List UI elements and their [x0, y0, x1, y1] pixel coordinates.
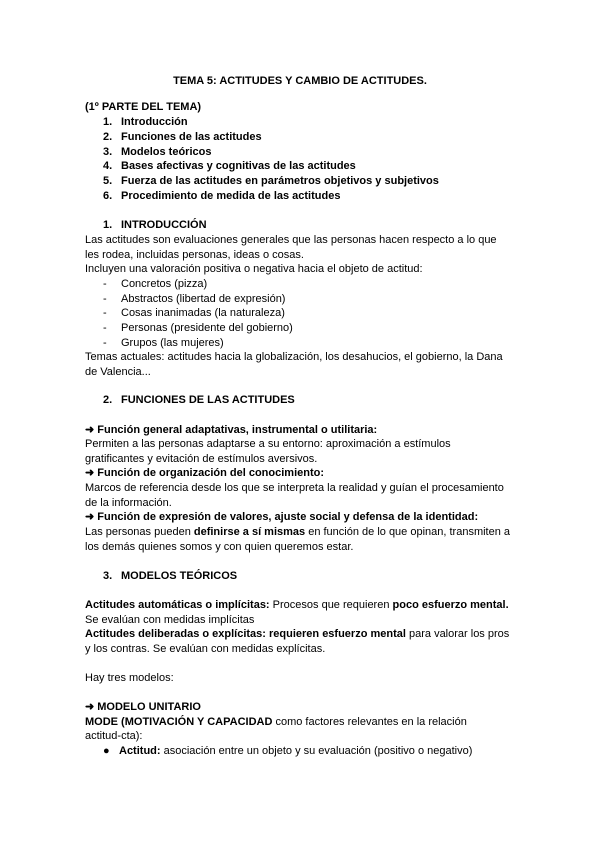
paragraph-line: Marcos de referencia desde los que se interpreta la realidad y guían el procesamiento: [85, 482, 504, 494]
list-item: - Personas (presidente del gobierno): [103, 322, 293, 334]
paragraph-line: Las personas pueden definirse a sí mismas en función de lo que opinan, transmiten a: [85, 526, 511, 538]
toc-item: 6. Procedimiento de medida de las actitudes: [103, 190, 341, 202]
page-title: TEMA 5: ACTITUDES Y CAMBIO DE ACTITUDES.: [173, 75, 427, 87]
paragraph-line: les rodea, incluidas personas, ideas o cosas.: [85, 249, 304, 261]
list-item: - Concretos (pizza): [103, 278, 208, 290]
model-title: ➜ MODELO UNITARIO: [85, 701, 201, 713]
toc-item: 3. Modelos teóricos: [103, 146, 212, 158]
paragraph-line: Incluyen una valoración positiva o negativa hacia el objeto de actitud:: [85, 263, 423, 275]
toc-item: 1. Introducción: [103, 116, 188, 128]
list-item: - Abstractos (libertad de expresión): [103, 293, 286, 305]
function-title: ➜ Función de organización del conocimiento:: [85, 467, 325, 479]
toc-item: 2. Funciones de las actitudes: [103, 131, 262, 143]
paragraph-line: actitud-cta):: [85, 730, 143, 742]
bullet-icon: ●: [103, 745, 110, 757]
paragraph-line: Temas actuales: actitudes hacia la globalización, los desahucios, el gobierno, la Dana: [85, 351, 503, 363]
paragraph-line: Se evalúan con medidas implícitas: [85, 614, 255, 626]
paragraph-line: Hay tres modelos:: [85, 672, 174, 684]
paragraph-line: Permiten a las personas adaptarse a su entorno: aproximación a estímulos: [85, 438, 451, 450]
part-label: (1º PARTE DEL TEMA): [85, 101, 202, 113]
section-heading-modelos: 3. MODELOS TEÓRICOS: [103, 570, 238, 582]
paragraph-line: MODE (MOTIVACIÓN Y CAPACIDAD como factores relevantes en la relación: [85, 716, 467, 728]
bullet-item: ● Actitud: asociación entre un objeto y su evaluación (positivo o negativo): [103, 745, 473, 757]
paragraph-line: Actitudes automáticas o implícitas: Procesos que requieren poco esfuerzo mental.: [85, 599, 509, 611]
list-item: - Grupos (las mujeres): [103, 337, 224, 349]
section-heading-introduccion: 1. INTRODUCCIÓN: [103, 219, 207, 231]
paragraph-line: de Valencia...: [85, 366, 151, 378]
toc-item: 5. Fuerza de las actitudes en parámetros objetivos y subjetivos: [103, 175, 439, 187]
toc-item: 4. Bases afectivas y cognitivas de las actitudes: [103, 160, 356, 172]
paragraph-line: gratificantes y evitación de estímulos aversivos.: [85, 453, 318, 465]
function-title: ➜ Función general adaptativas, instrumental o utilitaria:: [85, 424, 378, 436]
section-heading-funciones: 2. FUNCIONES DE LAS ACTITUDES: [103, 394, 295, 406]
function-title: ➜ Función de expresión de valores, ajuste social y defensa de la identidad:: [85, 511, 479, 523]
list-item: - Cosas inanimadas (la naturaleza): [103, 307, 285, 319]
paragraph-line: los demás quienes somos y con quien queremos estar.: [85, 541, 354, 553]
paragraph-line: Las actitudes son evaluaciones generales que las personas hacen respecto a lo que: [85, 234, 497, 246]
paragraph-line: Actitudes deliberadas o explícitas: requieren esfuerzo mental para valorar los pros: [85, 628, 510, 640]
paragraph-line: de la información.: [85, 497, 172, 509]
paragraph-line: y los contras. Se evalúan con medidas explícitas.: [85, 643, 326, 655]
